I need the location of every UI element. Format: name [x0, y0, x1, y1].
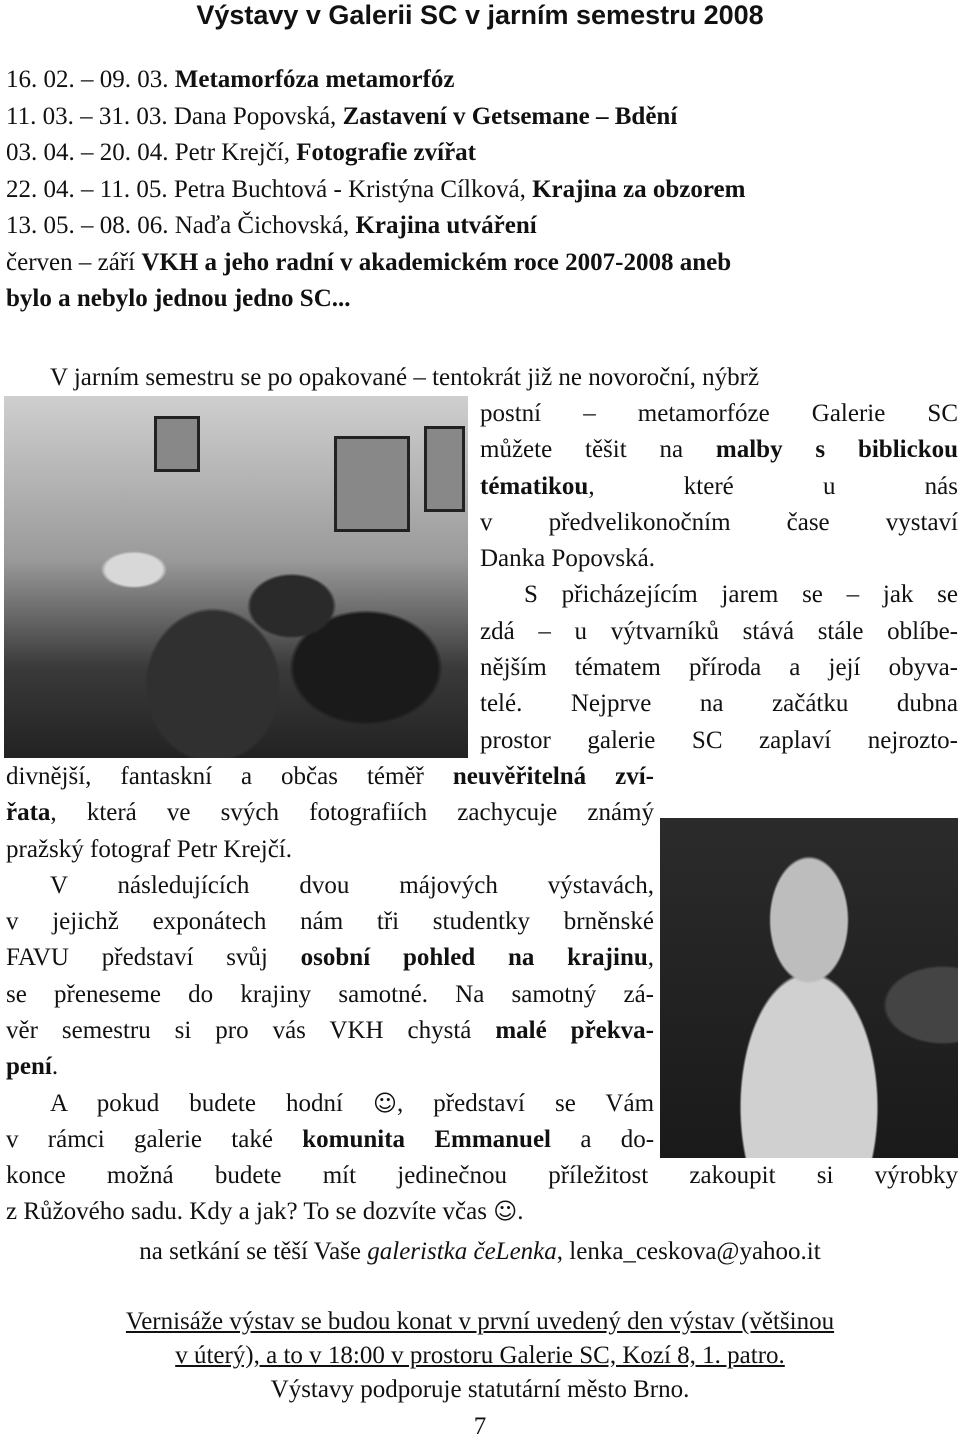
- vernisage-line: Vernisáže výstav se budou konat v první uvedený den výstav (většinou: [125, 1308, 835, 1335]
- paragraph-line: S přicházejícím jarem se – jak se: [524, 581, 958, 609]
- schedule-row: [6, 208, 958, 245]
- paragraph-line: konce možná budete mít jedinečnou příležitost zakoupit si výrobky: [6, 1162, 958, 1189]
- schedule-artist: Dana Popovská,: [173, 102, 337, 130]
- gallery-audience-photo: [4, 396, 468, 758]
- paragraph-line: v předvelikonočním čase vystaví: [480, 508, 958, 536]
- schedule-dates: 11. 03. – 31. 03.: [6, 102, 168, 130]
- text-column-right: [480, 396, 958, 759]
- signature-name: galeristka čeLenka: [367, 1238, 557, 1265]
- vernisage-line: v úterý), a to v 18:00 v prostoru Galerie SC, Kozí 8, 1. patro.: [175, 1342, 785, 1369]
- vernisage-note: [0, 1305, 960, 1407]
- emphasis-text: malby s biblickou: [715, 436, 958, 464]
- text-span: v rámci galerie také: [6, 1125, 273, 1153]
- page-number: 7: [473, 1413, 487, 1440]
- smiley-icon: ☺: [493, 1199, 518, 1226]
- text-span: a do-: [580, 1125, 655, 1153]
- paragraph-line: [480, 469, 958, 505]
- signature-text: na setkání se těší Vaše: [139, 1238, 361, 1265]
- paragraph-line: postní – metamorfóze Galerie SC: [480, 400, 958, 427]
- schedule-dates: červen – září: [6, 248, 136, 276]
- paragraph-line: [6, 1086, 654, 1122]
- emphasis-text: neuvěřitelná zví-: [452, 763, 655, 790]
- paragraph-line: nějším tématem příroda a její obyva-: [480, 654, 958, 682]
- paragraph-line: pení.: [6, 1053, 59, 1081]
- text-span: divnější, fantaskní a občas téměř: [6, 763, 424, 790]
- schedule-row-continuation: [6, 281, 958, 318]
- schedule-dates: 16. 02. – 09. 03.: [6, 66, 169, 93]
- exhibition-schedule: [6, 62, 958, 318]
- paragraph-line: zdá – u výtvarníků stává stále oblíbe-: [480, 617, 958, 645]
- schedule-artist: Petra Buchtová - Kristýna Cílková,: [173, 175, 526, 203]
- schedule-exhibition-name: Fotografie zvířat: [296, 139, 477, 166]
- text-span: , které u nás: [588, 472, 958, 500]
- text-span: z Růžového sadu. Kdy a jak? To se dozvíte včas: [6, 1198, 487, 1226]
- text-span: věr semestru si pro vás VKH chystá: [6, 1017, 472, 1045]
- text-span: FAVU představí svůj: [6, 944, 268, 972]
- emphasis-text: osobní pohled na krajinu: [300, 944, 648, 972]
- sponsor-line: Výstavy podporuje statutární město Brno.: [270, 1376, 690, 1403]
- paragraph-line: v jejichž exponátech nám tři studentky brněnské: [6, 908, 654, 936]
- text-span: , představí se Vám: [396, 1089, 655, 1117]
- paragraph-line: V následujících dvou májových výstavách,: [50, 871, 654, 899]
- page-title: Výstavy v Galerii SC v jarním semestru 2008: [196, 0, 764, 30]
- schedule-row: [6, 99, 958, 136]
- paragraph-line: prostor galerie SC zaplaví nejrozto-: [480, 726, 958, 754]
- intro-line: [50, 360, 958, 396]
- text-span: , která ve svých fotografiích zachycuje známý: [50, 799, 654, 827]
- paragraph-line: telé. Nejprve na začátku dubna: [480, 690, 958, 718]
- text-column-left: [6, 759, 654, 1158]
- paragraph-line: [480, 432, 958, 468]
- paragraph-line: [6, 1122, 654, 1158]
- paragraph-line: V jarním semestru se po opakované – tentokrát již ne novoroční, nýbrž: [50, 364, 760, 391]
- emphasis-text: tématikou: [480, 472, 589, 500]
- smiley-icon: ☺: [373, 1090, 397, 1117]
- signature-email: , lenka_ceskova@yahoo.it: [556, 1238, 821, 1265]
- schedule-row: [6, 172, 958, 209]
- schedule-exhibition-name: Krajina utváření: [355, 212, 537, 239]
- schedule-artist: Naďa Čichovská,: [174, 212, 350, 239]
- schedule-row: [6, 62, 958, 99]
- paragraph-line: [6, 759, 654, 795]
- schedule-dates: 22. 04. – 11. 05.: [6, 175, 168, 203]
- text-full-width: [6, 1158, 958, 1231]
- schedule-artist: Petr Krejčí,: [174, 139, 290, 166]
- paragraph-line: FAVU představí svůj osobní pohled na krajinu,: [6, 944, 654, 972]
- man-with-cup-photo: [660, 818, 958, 1158]
- paragraph-line: [6, 795, 654, 831]
- schedule-exhibition-name: Zastavení v Getsemane – Bdění: [342, 102, 678, 130]
- text-span: .: [517, 1198, 524, 1226]
- paragraph-line: [6, 1013, 654, 1049]
- schedule-row: [6, 135, 958, 172]
- emphasis-text: řata: [6, 799, 51, 827]
- schedule-dates: 03. 04. – 20. 04.: [6, 139, 169, 166]
- schedule-dates: 13. 05. – 08. 06.: [6, 212, 169, 239]
- emphasis-text: malé překva-: [495, 1017, 654, 1045]
- schedule-exhibition-name: Krajina za obzorem: [532, 175, 746, 203]
- schedule-row: [6, 245, 958, 282]
- emphasis-text: pení: [6, 1053, 52, 1081]
- paragraph-line: [6, 1194, 958, 1230]
- emphasis-text: komunita Emmanuel: [302, 1125, 552, 1153]
- signature-line: [0, 1234, 960, 1269]
- schedule-exhibition-name: bylo a nebylo jednou jedno SC...: [6, 285, 351, 312]
- text-span: můžete těšit na: [480, 436, 684, 464]
- paragraph-line: pražský fotograf Petr Krejčí.: [6, 835, 292, 863]
- schedule-exhibition-name: Metamorfóza metamorfóz: [174, 66, 455, 93]
- paragraph-line: Danka Popovská.: [480, 545, 655, 573]
- paragraph-line: se přeneseme do krajiny samotné. Na samotný zá-: [6, 980, 654, 1008]
- text-span: A pokud budete hodní: [50, 1089, 343, 1117]
- schedule-exhibition-name: VKH a jeho radní v akademickém roce 2007-2008 aneb: [141, 248, 732, 276]
